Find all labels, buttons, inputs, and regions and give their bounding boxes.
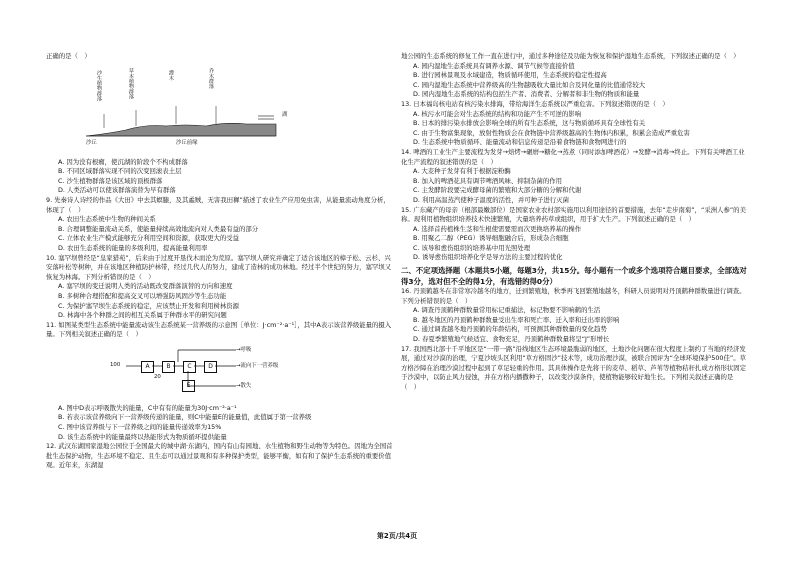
label-lake: 湖 xyxy=(282,111,288,118)
section-heading: 二、不定项选择题（本题共5小题，每题3分，共15分。每小题有一个或多个选项符合题目要求，全部选对得3分，选对但不全的得1分，有选错的得0分） xyxy=(401,266,747,287)
box-a: A xyxy=(141,361,154,373)
question-10: 10. 塞罕坝曾经是“皇家猎苑”，后来由于过度开垦伐木而沦为荒原。塞罕坝人研究并确定了适合该地区的樟子松、云杉、兴安落叶松等树种，并在该地区种植防护林带，经过几代人的努力，建成了造林的成功林地。经过半个世纪的努力，塞罕坝又恢复为林海。下列分析错误的是（ ） xyxy=(46,253,392,281)
option: A. 园内湿地生态系统具有调养水源、调节气候等直接价值 xyxy=(413,61,575,70)
option: B. 不同区域群落实现不同的次变回滚表土层 xyxy=(58,167,182,176)
label-dune: 沙丘 xyxy=(86,139,97,146)
label-tree: 乔木群落 xyxy=(208,67,214,89)
label-dune-front: 沙丘前缘 xyxy=(176,139,198,146)
left-column xyxy=(46,52,394,471)
option: C. 为保护塞罕坝生态系统的稳定，应该禁止开发和利用树林资源 xyxy=(58,301,240,310)
option: C. 图中该营养级与下一营养级之间的能量传递效率为15% xyxy=(58,423,222,432)
option: C. 沙生植物群落是该区域的顶极群落 xyxy=(58,176,163,185)
question-13: 13. 日本福岛核电站有核污染水排海，带给海洋生态系统以严重危害。下列叙述错误的是（ ） xyxy=(401,99,669,108)
option: C. 通过调查越冬地丹顶鹤的年龄结构，可预测其种群数量的变化趋势 xyxy=(413,325,607,334)
option: C. 主发酵阶段要完成酵母菌的繁殖和大部分糖的分解和代谢 xyxy=(413,186,582,195)
option: D. 园内湿地生态系统的结构包括生产者、消费者、分解者和非生物的物质和能量 xyxy=(413,90,640,99)
option: A. 塞罕坝的变迁说明人类的活动既改变群落演替的方向和速度 xyxy=(58,282,233,291)
question-14: 14. 啤酒的工业生产主要流程为发芽→焙烤→碾磨→糖化→蒸煮（同时添加啤酒花）→发酵→消毒→终止。下列有关啤酒工业化生产流程的叙述错误的是（ ） xyxy=(401,147,745,166)
question-9: 9. 先秦诗人诗经的作品《大田》中去其螟螣，及其蟊贼，无害我田穉”描述了农业生产应用免虫害，从能量流动角度分析，体现了（ ） xyxy=(46,195,390,214)
option: B. 多树种合理搭配和提高交叉可以增强防风固沙等生态功能 xyxy=(58,291,227,300)
option: D. 农田生态系统的能量的多级利用，提高能量利用率 xyxy=(58,243,208,252)
energy-flow-figure xyxy=(46,342,394,402)
option: D. 诱导愈伤组织培养化学是导方法的主要过程的优化 xyxy=(413,253,563,262)
box-e: E xyxy=(182,380,195,392)
option: D. 林海中各个种群之间的相互关系属于种群水平的研究问题 xyxy=(58,311,227,320)
option: B. 日本的排污染水排放会影响全球的所有生态系统，这与物质循环具有全球性有关 xyxy=(413,119,646,128)
page-number: 第2页/共4页 xyxy=(376,532,418,540)
question-15: 15. 广东藏产的母亲（根部最嫩部位）是国家农业农村部实施用以利用途径的首要措施，去年“走步南菊”，“采洲人参”的美称。现利用植物组织培养技术快速繁殖，大量培养药草或组织，用于扩大生产。下列叙述正确的是（ ） xyxy=(401,205,746,224)
option: A. 农田生态系统中生物的种间关系 xyxy=(58,215,156,224)
option: C. 园内湿地生态系统中营养级高的生物越吸收大量比如合及同化量的比值通常较大 xyxy=(413,80,646,89)
question-16: 16. 丹顶鹤越冬在非常寒冷越冬的地方，迁到繁殖地，秋季再飞回繁殖地越冬，科研人员说明对丹顶鹤种群数量进行调查。下列分析错误的是（ ） xyxy=(401,287,746,305)
label-input: 100 xyxy=(110,361,121,368)
option: C. 由于生物富集现象，放射性物质会在食物链中营养级越高的生物体内积累，积累会造成严重危害 xyxy=(413,128,690,137)
option: A. 调查丹顶鹤种群数量常用标记重捕法，标记物要不影响鹤的生活 xyxy=(413,306,601,315)
option: B. 越冬地区的丹顶鹤种群数量受出生率和死亡率、迁入率和迁出率的影响 xyxy=(413,315,620,324)
question-12: 12. 武汉东湖国家湿地公园位于全国最大的城中湖·东湖内，国内有山有园地、水生植物和野生动物等为特色。因地为全国首批生态保护动物，生态环境不稳定、且生态可以通过景观和有多种保护类型，能够平衡，如有和了保护生态系统的重要价值观。近年来，东湖湿 xyxy=(46,442,393,470)
option: C. 该导和愈伤组织的培养基中用光照处理 xyxy=(413,243,531,252)
option: A. 因为没有根瘤，使沉湖的阶段个不构成群落 xyxy=(58,157,188,166)
option: B. 若表示该营养级向下一营养级传递的能量，则C中能量E的能量值，此值属于第一营养级 xyxy=(58,413,312,422)
label-next-level: →流向下一营养级 xyxy=(236,362,279,369)
box-b: B xyxy=(162,361,175,373)
question-11: 11. 如图某类型生态系统中能量流动该生态系统某一营养级的示意图［单位：J·cm⁻²·a⁻¹］，其中A表示该营养级能量的摄入量。下列相关叙述正确的是（ ） xyxy=(46,320,392,339)
label-loss: →散失 xyxy=(236,382,252,389)
label-respiration: →呼吸 xyxy=(236,346,252,353)
right-column xyxy=(401,52,749,393)
box-d: D xyxy=(204,361,217,373)
label-herb: 草本植物群落 xyxy=(128,67,134,99)
energy-flow-diagram xyxy=(46,342,394,402)
option: B. 用聚乙二醇（PEG）诱导细胞融合后，形成杂合细胞 xyxy=(413,234,569,243)
option: D. 利用高温蒸汽使种子温度的活性，并可种子进行灭菌 xyxy=(413,195,569,204)
option: A. 大麦种子发芽有利于根据淀粉酶 xyxy=(413,167,511,176)
option: B. 加入的啤酒花具有调节啤酒风味、抑制杂菌的作用 xyxy=(413,176,563,185)
question-12-cont: 地公园的生态系统的修复工作一直在进行中，通过多种途径及功能为恢复和保护湿地生态系统，下列叙述正确的是（ ） xyxy=(401,52,740,60)
option: A. 核污水可能会对生态系统的结构和功能产生不可逆的影响 xyxy=(413,109,582,118)
option: A. 图中D表示呼吸散失的能量，C中有有的能量为30J·cm⁻²·a⁻¹ xyxy=(58,403,237,412)
option: D. 春夏季繁殖地气候适宜、食物充足，丹顶鹤种群数量将呈“J”形增长 xyxy=(413,335,610,344)
option: B. 进行园林景观及水域建造，物质循环使用，生态系统的稳定性提高 xyxy=(413,71,607,80)
option: D. 生态系统中物质循环、能量流动和信息传递是沿着食物链和食物网进行的 xyxy=(413,138,627,147)
label-shrub: 灌木 xyxy=(168,69,174,80)
option: D. 人类活动可以使该群落演替为早有群落 xyxy=(58,186,176,195)
option: C. 立体农业生产模式能够充分利用空间和资源，获取更大的受益 xyxy=(58,234,240,243)
succession-figure xyxy=(46,64,394,156)
option: B. 合理调整能量流动关系，使能量持续高效地流向对人类最有益的部分 xyxy=(58,224,259,233)
label-sand-plant: 沙生植物群落 xyxy=(96,69,102,101)
question-17: 17. 我国西北部十千平地区是“一带一路”沿线地区生态环境最脆弱的地区，土地沙化问题在很大程度上制约了当地的经济发展，通过对沙漠的治理，宁夏沙坡头区利用“草方格固沙”技术等，成功治理沙漠，被联合国评为“全球环境保护500佳”。草方格沙障在治理沙漠过程中起到了草足轻重的作用。其具体操作是先将干的麦草、稻草、芦苇等植物秸秆扎成方格形状固定于沙漠中，以防止风力侵蚀，并在方格内播撒种子，以改变沙漠条件，使植物能够较好地生长。下列相关叙述正确的是（ ） xyxy=(401,344,747,391)
box-c: C xyxy=(183,361,196,373)
question-stem: 正确的是（ ） xyxy=(46,52,91,60)
option: A. 选择首药植株生茎和生根使需要需而次更换培养基的操作 xyxy=(413,224,582,233)
label-value: 20 xyxy=(154,373,161,380)
option: D. 该生态系统中的能量最终以热能形式为物质循环提供能量 xyxy=(58,432,227,441)
